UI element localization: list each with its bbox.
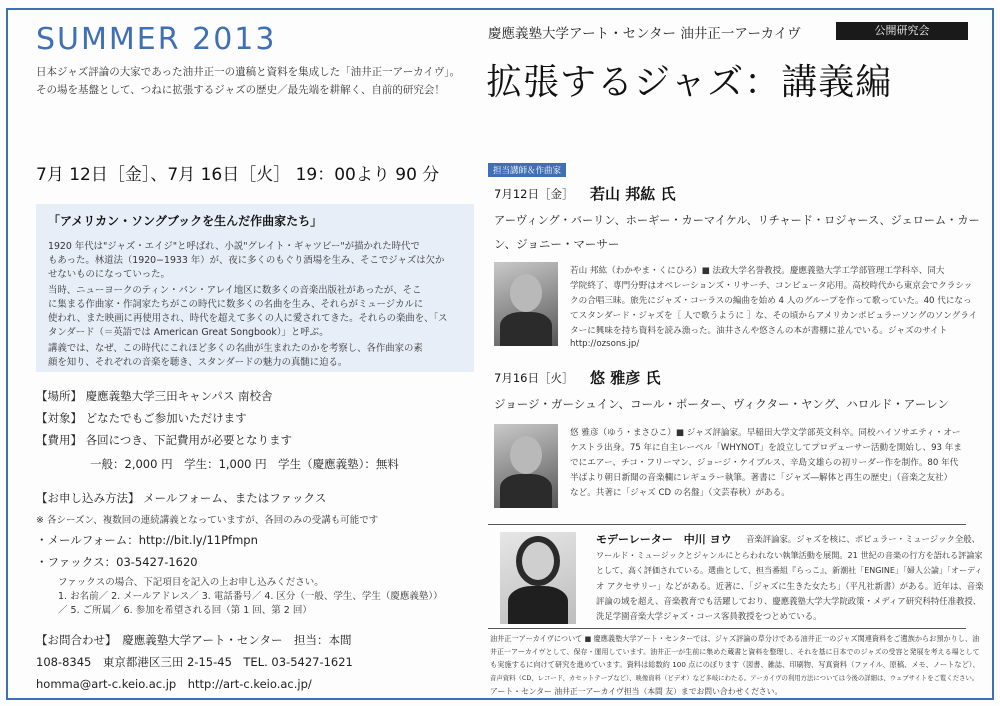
moderator-divider (488, 524, 966, 525)
archive-note: 音声資料（CD、レコード、カセットテープなど）、映像資料（ビデオ）など多岐にわたる。アーカイヴの利用方法については今後の詳細は、ウェブサイトをご覧ください。 (490, 674, 979, 682)
apply-note: ※ 各シーズン、複数回の連続講義となっていますが、各回のみの受講も可能です (36, 515, 379, 526)
lecturer1-name: 若山 邦紘 氏 (590, 185, 676, 203)
lecture-line: 使われ、また映画に再使用され、時代を超えて多くの人に愛されてきた。それらの楽曲を、「ス (48, 313, 448, 324)
venue-info: 【場所】 慶應義塾大学三田キャンパス 南校舎 (36, 389, 273, 403)
moderator-bio: 音楽評論家。ジャズを核に、ポピュラー・ミュージック全般、 (746, 534, 980, 544)
apply-method: 【お申し込み方法】 メールフォーム、またはファックス (36, 491, 327, 505)
fax-note: ファックスの場合、下記項目を記入の上お申し込みください。 (58, 577, 324, 588)
mail-form-link[interactable]: ・メールフォーム：http://bit.ly/11Pfmpn (36, 533, 258, 547)
fax-number: ・ファックス：03-5427-1620 (36, 555, 198, 569)
target-info: 【対象】 どなたでもご参加いただけます (36, 411, 247, 425)
fee-info: 【費用】 各回につき、下記費用が必要となります (36, 433, 292, 447)
lecturer-tag: 担当講師＆作曲家 (488, 163, 566, 177)
lecturer1-bio: 若山 邦紘（わかやま・くにひろ）■ 法政大学名誉教授。慶應義塾大学工学部管理工学科卒、同大 (570, 266, 945, 276)
lecturer1-date: 7月12日［金］ (494, 187, 574, 201)
moderator-bio: ワールド・ミュージックとジャンルにとらわれない執筆活動を展開。21 世紀の音楽の行方を語れる評論家 (596, 550, 983, 560)
lecture-title: 「アメリカン・ソングブックを生んだ作曲家たち」 (48, 214, 323, 228)
lecturer2-bio: でにエアー、チコ・フリーマン、ジョージ・ケイブルス、辛島文雄らの初リーダー作を制作。80 年代 (570, 458, 959, 468)
fax-note: 1. お名前／ 2. メールアドレス／ 3. 電話番号／ 4. 区分（一般、学生、学生（慶應義塾）） (58, 591, 443, 602)
intro-line-1: 日本ジャズ評論の大家であった油井正一の遺稿と資料を集成した「油井正一アーカイヴ」。 (36, 66, 461, 78)
lecturer2-bio: 半ばより朝日新聞の音楽欄にレギュラー執筆。著書に「ジャズ―解体と再生の歴史」（音楽之友社） (570, 473, 953, 483)
moderator-bio: として、高く評価されている。選曲として、担当番組『らっこ』、新潮社「ENGINE」「婦人公論」「オーディ (596, 566, 983, 575)
moderator-bio: オ アクセサリー」などがある。近著に、「ジャズに生きた女たち」（平凡社新書）がある。近年は、音楽 (596, 581, 984, 591)
lecturer1-composers: ン、ジョニー・マーサー (494, 237, 620, 251)
contact-info: 【お問合わせ】 慶應義塾大学アート・センター 担当：本間 (36, 633, 352, 647)
archive-divider (488, 628, 966, 629)
lecturer1-composers: アーヴィング・バーリン、ホーギー・カーマイケル、リチャード・ロジャース、ジェローム・カー (494, 214, 980, 227)
lecturer2-bio: ケストラ出身。75 年に自主レーベル「WHYNOT」を設立してプロデューサー活動を開始し、93 年ま (570, 443, 962, 453)
public-seminar-badge: 公開研究会 (836, 22, 968, 40)
archive-note: 井正一アーカイヴとして、保存・運用しています。油井正一が生前に集めた蔵書と資料を整理し、それを基に日本でのジャズの受容と発展を考える場として (490, 647, 980, 656)
archive-note: 油井正一アーカイヴについて ■ 慶應義塾大学アート・センターでは、ジャズ評論の草分けである油井正一のジャズ関連資料をご遺族からお預かりし、油 (490, 634, 980, 643)
organization-name: 慶應義塾大学アート・センター 油井正一アーカイヴ (488, 26, 801, 42)
lecturer2-bio: 悠 雅彦（ゆう・まさひこ）■ ジャズ評論家。早稲田大学文学部英文科卒。同校ハイソサエティ・オー (570, 428, 961, 438)
moderator-photo (500, 532, 576, 624)
address-info: 108-8345 東京都港区三田 2-15-45 TEL. 03-5427-1621 (36, 655, 353, 669)
moderator-bio: 評論の域を超え、音楽教育でも活躍しており、慶應義塾大学大学院政策・メディア研究科特任准教授、 (596, 596, 982, 606)
lecturer1-bio: ターに興味を持ち資料を読み漁った。油井さんや悠さんの本が書棚に並んでいる。ジャズのサイト (570, 326, 948, 336)
lecturer1-site-link[interactable]: http://ozsons.jp/ (570, 339, 640, 349)
lecturer2-photo (494, 424, 558, 508)
moderator-label: モデーレーター 中川 ヨウ (596, 533, 732, 546)
lecturer1-bio: てスタンダード・ジャズを［ 人で歌うように ］な、その頃からアメリカンポピュラーソングのソングライ (570, 311, 978, 321)
intro-line-2: その場を基盤として、つねに拡張するジャズの歴史／最先端を耕解く、自前的研究会！ (36, 84, 445, 96)
lecturer2-composers: ジョージ・ガーシュイン、コール・ポーター、ヴィクター・ヤング、ハロルド・アーレン (494, 397, 949, 411)
lecturer1-photo (494, 262, 558, 346)
main-title: 拡張するジャズ：講義編 (486, 62, 893, 103)
archive-note: も実施するに向けて研究を進めています。資料は総数約 100 点にのぼります（図書、雑誌、印刷物、写真資料（ファイル、原稿、メモ、ノートなど）、 (490, 660, 980, 669)
summer-heading: SUMMER 2013 (36, 22, 277, 57)
lecture-line: タンダード（＝英語では American Great Songbook）」と呼ぶ。 (48, 327, 329, 338)
lecturer2-date: 7月16日［火］ (494, 371, 574, 385)
contact-email-url[interactable]: homma@art-c.keio.ac.jp http://art-c.keio.ac.jp/ (36, 677, 312, 691)
lecture-line: 講義では、なぜ、この時代にこれほど多くの名曲が生まれたのかを考察し、各作曲家の素 (48, 343, 423, 354)
lecturer1-bio: 学院終了、専門分野はオペレーションズ・リサーチ、コンピュータ応用。高校時代から東京会でクラシッ (570, 281, 973, 291)
lecture-line: に集まる作曲家・作詞家たちがこの時代に数多くの名曲を生み、それらがミュージカルに (48, 299, 424, 310)
lecture-line: せないものになっていった。 (48, 269, 170, 280)
lecturer1-bio: クの合唱三昧。旅先にジャズ・コーラスの編曲を始め 4 人のグループを作って歌っていた。40 代になっ (570, 296, 972, 306)
fax-note: ／ 5. ご所属／ 6. 参加を希望される回（第 1 回、第 2 回） (58, 605, 312, 616)
archive-note: アート・センター 油井正一アーカイヴ担当（本間 友）までお問い合わせください。 (490, 687, 783, 696)
lecture-line: 当時、ニューヨークのティン・パン・アレイ地区に数多くの音楽出版社があったが、そこ (48, 285, 422, 296)
lecture-line: もあった。林道法（1920−1933 年）が、夜に多くのもぐり酒場を生み、そこでジャズは欠か (48, 255, 445, 266)
fee-detail: 一般：2,000 円 学生：1,000 円 学生（慶應義塾）：無料 (90, 457, 399, 471)
moderator-bio: 洗足学園音楽大学ジャズ・コース客員教授をつとめている。 (596, 611, 822, 621)
lecturer2-bio: など。共著に「ジャズ CD の名盤」（文芸春秋）がある。 (570, 488, 790, 498)
lecturer2-name: 悠 雅彦 氏 (590, 369, 661, 387)
lecture-line: 顔を知り、それぞれの音楽を聴き、スタンダードの魅力の真髄に迫る。 (48, 357, 348, 368)
schedule-dates: 7月 12日［金］、7月 16日［火］ 19：00より 90 分 (36, 165, 440, 185)
lecture-line: 1920 年代は"ジャズ・エイジ"と呼ばれ、小説"グレイト・ギャツビー"が描かれた時代で (48, 241, 420, 252)
